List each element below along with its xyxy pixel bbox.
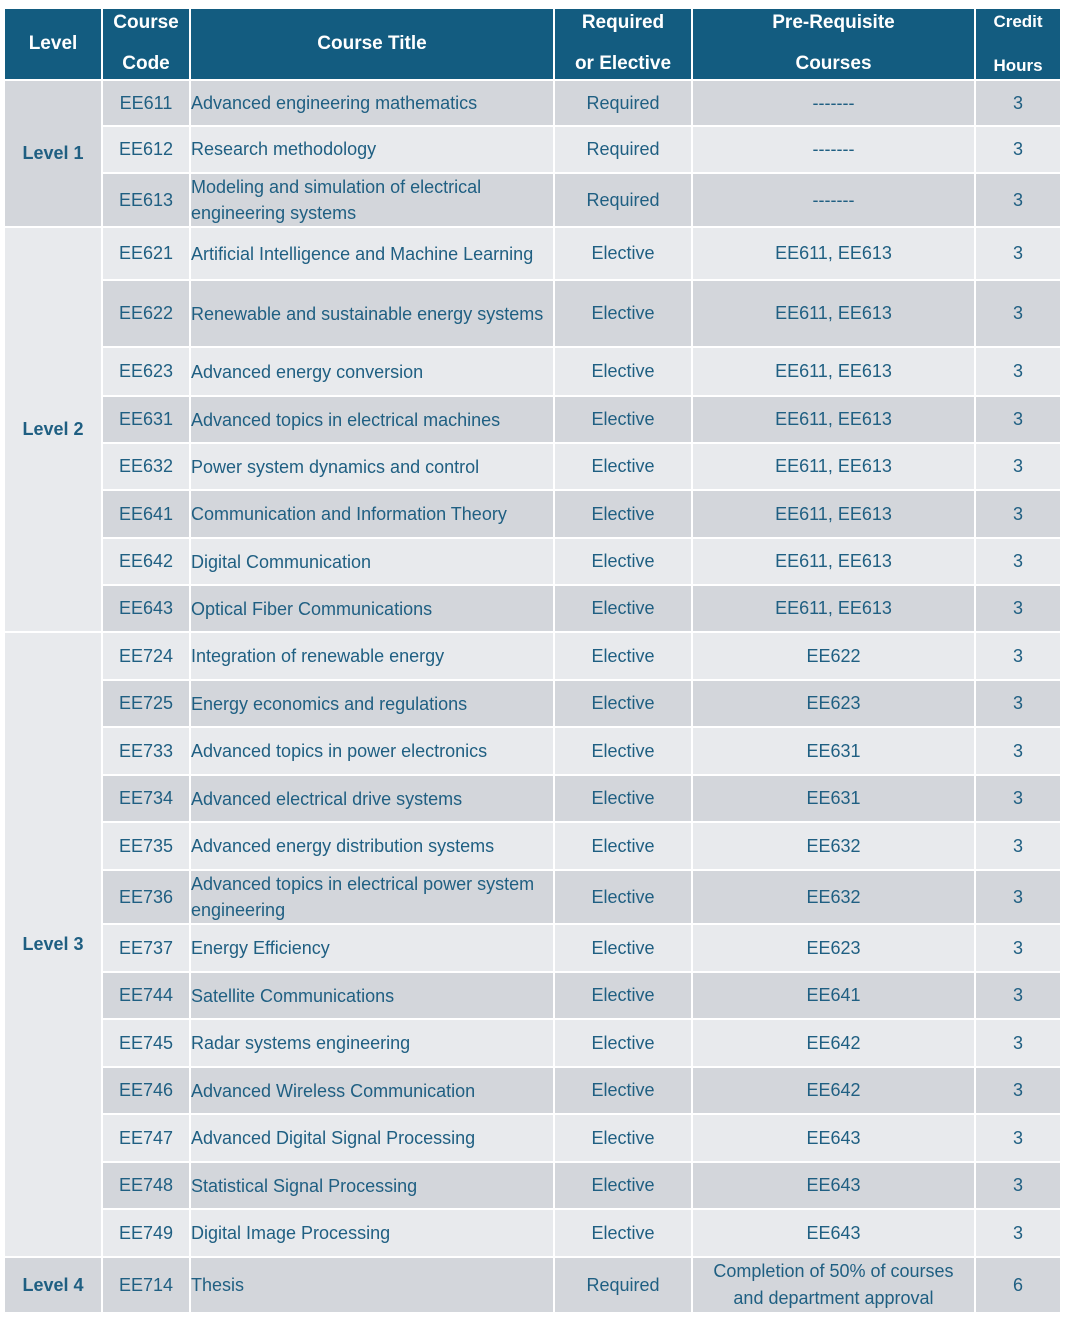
table-row bbox=[4, 1162, 1061, 1209]
course-title: Advanced Digital Signal Processing bbox=[190, 1114, 554, 1162]
course-title: Advanced energy distribution systems bbox=[190, 822, 554, 870]
course-title: Digital Communication bbox=[190, 538, 554, 585]
course-code: EE622 bbox=[102, 280, 190, 347]
course-type: Elective bbox=[554, 972, 692, 1019]
course-prerequisite: ------- bbox=[692, 126, 975, 173]
course-prerequisite: EE642 bbox=[692, 1019, 975, 1067]
course-prerequisite: EE643 bbox=[692, 1162, 975, 1209]
course-type: Required bbox=[554, 126, 692, 173]
course-code: EE737 bbox=[102, 924, 190, 972]
course-credit: 3 bbox=[975, 1209, 1061, 1257]
course-prerequisite: ------- bbox=[692, 80, 975, 126]
course-title: Integration of renewable energy bbox=[190, 632, 554, 680]
course-type: Elective bbox=[554, 280, 692, 347]
course-type: Required bbox=[554, 1257, 692, 1313]
course-type: Elective bbox=[554, 1019, 692, 1067]
course-prerequisite: EE641 bbox=[692, 972, 975, 1019]
course-prerequisite: EE611, EE613 bbox=[692, 490, 975, 538]
course-type: Elective bbox=[554, 727, 692, 775]
header-prerequisite bbox=[692, 8, 975, 80]
course-type: Required bbox=[554, 80, 692, 126]
table-row bbox=[4, 126, 1061, 173]
course-title: Energy Efficiency bbox=[190, 924, 554, 972]
course-type: Elective bbox=[554, 1209, 692, 1257]
prerequisite-line-1: Completion of 50% of courses bbox=[713, 1261, 954, 1282]
course-credit: 3 bbox=[975, 227, 1061, 280]
course-title: Statistical Signal Processing bbox=[190, 1162, 554, 1209]
table-row bbox=[4, 490, 1061, 538]
course-code: EE748 bbox=[102, 1162, 190, 1209]
table-row bbox=[4, 924, 1061, 972]
course-type: Elective bbox=[554, 227, 692, 280]
course-title: Energy economics and regulations bbox=[190, 680, 554, 727]
header-course-title: Course Title bbox=[190, 8, 554, 80]
course-code: EE611 bbox=[102, 80, 190, 126]
course-credit: 3 bbox=[975, 80, 1061, 126]
table-row bbox=[4, 396, 1061, 443]
level-3-label: Level 3 bbox=[4, 632, 102, 1257]
course-credit: 6 bbox=[975, 1257, 1061, 1313]
course-code: EE641 bbox=[102, 490, 190, 538]
course-title: Advanced Wireless Communication bbox=[190, 1067, 554, 1114]
course-credit: 3 bbox=[975, 490, 1061, 538]
course-title: Advanced topics in electrical machines bbox=[190, 396, 554, 443]
header-pre-line1: Pre-Requisite bbox=[772, 12, 895, 33]
course-title: Satellite Communications bbox=[190, 972, 554, 1019]
course-code: EE747 bbox=[102, 1114, 190, 1162]
table-row bbox=[4, 775, 1061, 822]
course-code: EE613 bbox=[102, 173, 190, 227]
table-row bbox=[4, 1019, 1061, 1067]
course-credit: 3 bbox=[975, 870, 1061, 924]
course-credit: 3 bbox=[975, 347, 1061, 396]
course-prerequisite: EE611, EE613 bbox=[692, 347, 975, 396]
course-title: Advanced topics in electrical power system engineering bbox=[190, 870, 554, 924]
course-credit: 3 bbox=[975, 538, 1061, 585]
course-code: EE612 bbox=[102, 126, 190, 173]
course-prerequisite: EE611, EE613 bbox=[692, 227, 975, 280]
course-type: Elective bbox=[554, 775, 692, 822]
course-type: Elective bbox=[554, 1067, 692, 1114]
table-row bbox=[4, 727, 1061, 775]
header-level: Level bbox=[4, 8, 102, 80]
course-credit: 3 bbox=[975, 126, 1061, 173]
course-type: Elective bbox=[554, 538, 692, 585]
course-prerequisite: EE642 bbox=[692, 1067, 975, 1114]
course-title: Advanced energy conversion bbox=[190, 347, 554, 396]
course-title: Advanced topics in power electronics bbox=[190, 727, 554, 775]
course-type: Elective bbox=[554, 1114, 692, 1162]
course-prerequisite: EE611, EE613 bbox=[692, 538, 975, 585]
course-code: EE736 bbox=[102, 870, 190, 924]
course-type: Elective bbox=[554, 585, 692, 632]
course-code: EE735 bbox=[102, 822, 190, 870]
table-row bbox=[4, 227, 1061, 280]
table-row bbox=[4, 585, 1061, 632]
course-type: Elective bbox=[554, 924, 692, 972]
course-prerequisite: EE643 bbox=[692, 1114, 975, 1162]
table-row bbox=[4, 680, 1061, 727]
course-credit: 3 bbox=[975, 972, 1061, 1019]
header-required-elective bbox=[554, 8, 692, 80]
course-table bbox=[3, 7, 1062, 1314]
course-code: EE725 bbox=[102, 680, 190, 727]
course-credit: 3 bbox=[975, 1019, 1061, 1067]
course-title: Artificial Intelligence and Machine Learning bbox=[190, 227, 554, 280]
course-type: Elective bbox=[554, 443, 692, 490]
course-code: EE734 bbox=[102, 775, 190, 822]
course-credit: 3 bbox=[975, 1067, 1061, 1114]
course-code: EE745 bbox=[102, 1019, 190, 1067]
course-title: Renewable and sustainable energy systems bbox=[190, 280, 554, 347]
level-4-label: Level 4 bbox=[4, 1257, 102, 1313]
course-prerequisite: ------- bbox=[692, 173, 975, 227]
course-code: EE724 bbox=[102, 632, 190, 680]
course-prerequisite: EE632 bbox=[692, 870, 975, 924]
course-title: Radar systems engineering bbox=[190, 1019, 554, 1067]
table-row bbox=[4, 972, 1061, 1019]
course-title: Modeling and simulation of electrical engineering systems bbox=[190, 173, 554, 227]
course-credit: 3 bbox=[975, 632, 1061, 680]
course-credit: 3 bbox=[975, 173, 1061, 227]
course-title: Advanced electrical drive systems bbox=[190, 775, 554, 822]
header-course-code bbox=[102, 8, 190, 80]
header-credit-line1: Credit bbox=[993, 12, 1043, 31]
course-credit: 3 bbox=[975, 443, 1061, 490]
course-title: Optical Fiber Communications bbox=[190, 585, 554, 632]
header-req-line2: or Elective bbox=[574, 53, 672, 75]
table-row bbox=[4, 173, 1061, 227]
course-prerequisite: EE611, EE613 bbox=[692, 585, 975, 632]
course-credit: 3 bbox=[975, 727, 1061, 775]
course-prerequisite: EE611, EE613 bbox=[692, 280, 975, 347]
prerequisite-line-2: and department approval bbox=[733, 1288, 934, 1309]
course-title: Advanced engineering mathematics bbox=[190, 80, 554, 126]
course-prerequisite: EE623 bbox=[692, 680, 975, 727]
table-row bbox=[4, 80, 1061, 126]
course-type: Required bbox=[554, 173, 692, 227]
course-credit: 3 bbox=[975, 1114, 1061, 1162]
course-code: EE623 bbox=[102, 347, 190, 396]
course-prerequisite: EE611, EE613 bbox=[692, 396, 975, 443]
table-row bbox=[4, 280, 1061, 347]
course-prerequisite: EE643 bbox=[692, 1209, 975, 1257]
course-code: EE621 bbox=[102, 227, 190, 280]
header-code-line1: Course bbox=[113, 12, 179, 33]
course-credit: 3 bbox=[975, 822, 1061, 870]
course-code: EE632 bbox=[102, 443, 190, 490]
course-title: Communication and Information Theory bbox=[190, 490, 554, 538]
course-code: EE749 bbox=[102, 1209, 190, 1257]
table-row bbox=[4, 1067, 1061, 1114]
course-prerequisite: EE622 bbox=[692, 632, 975, 680]
table-row bbox=[4, 632, 1061, 680]
table-row bbox=[4, 870, 1061, 924]
table-row bbox=[4, 538, 1061, 585]
course-prerequisite: EE632 bbox=[692, 822, 975, 870]
level-2-label: Level 2 bbox=[4, 227, 102, 632]
course-prerequisite: EE631 bbox=[692, 775, 975, 822]
course-type: Elective bbox=[554, 680, 692, 727]
course-title: Power system dynamics and control bbox=[190, 443, 554, 490]
header-req-line1: Required bbox=[581, 12, 665, 33]
course-title: Research methodology bbox=[190, 126, 554, 173]
course-title: Digital Image Processing bbox=[190, 1209, 554, 1257]
course-type: Elective bbox=[554, 347, 692, 396]
course-code: EE746 bbox=[102, 1067, 190, 1114]
course-type: Elective bbox=[554, 396, 692, 443]
course-credit: 3 bbox=[975, 1162, 1061, 1209]
course-code: EE642 bbox=[102, 538, 190, 585]
course-prerequisite: EE623 bbox=[692, 924, 975, 972]
table-row bbox=[4, 1257, 1061, 1313]
course-type: Elective bbox=[554, 1162, 692, 1209]
course-credit: 3 bbox=[975, 585, 1061, 632]
course-code: EE643 bbox=[102, 585, 190, 632]
table-row bbox=[4, 1114, 1061, 1162]
table-row bbox=[4, 822, 1061, 870]
header-credit-line2: Hours bbox=[993, 55, 1043, 75]
header-row bbox=[4, 8, 1061, 80]
course-credit: 3 bbox=[975, 775, 1061, 822]
course-prerequisite bbox=[692, 1257, 975, 1313]
course-credit: 3 bbox=[975, 280, 1061, 347]
table-row bbox=[4, 1209, 1061, 1257]
course-credit: 3 bbox=[975, 680, 1061, 727]
course-credit: 3 bbox=[975, 396, 1061, 443]
course-credit: 3 bbox=[975, 924, 1061, 972]
table-row bbox=[4, 443, 1061, 490]
course-title: Thesis bbox=[190, 1257, 554, 1313]
table-row bbox=[4, 347, 1061, 396]
header-pre-line2: Courses bbox=[795, 53, 872, 75]
header-code-line2: Code bbox=[122, 53, 170, 75]
course-code: EE631 bbox=[102, 396, 190, 443]
course-type: Elective bbox=[554, 822, 692, 870]
course-prerequisite: EE631 bbox=[692, 727, 975, 775]
course-code: EE714 bbox=[102, 1257, 190, 1313]
course-type: Elective bbox=[554, 632, 692, 680]
course-prerequisite: EE611, EE613 bbox=[692, 443, 975, 490]
course-code: EE744 bbox=[102, 972, 190, 1019]
level-1-label: Level 1 bbox=[4, 80, 102, 227]
course-code: EE733 bbox=[102, 727, 190, 775]
course-type: Elective bbox=[554, 870, 692, 924]
header-credit-hours bbox=[975, 8, 1061, 80]
course-type: Elective bbox=[554, 490, 692, 538]
